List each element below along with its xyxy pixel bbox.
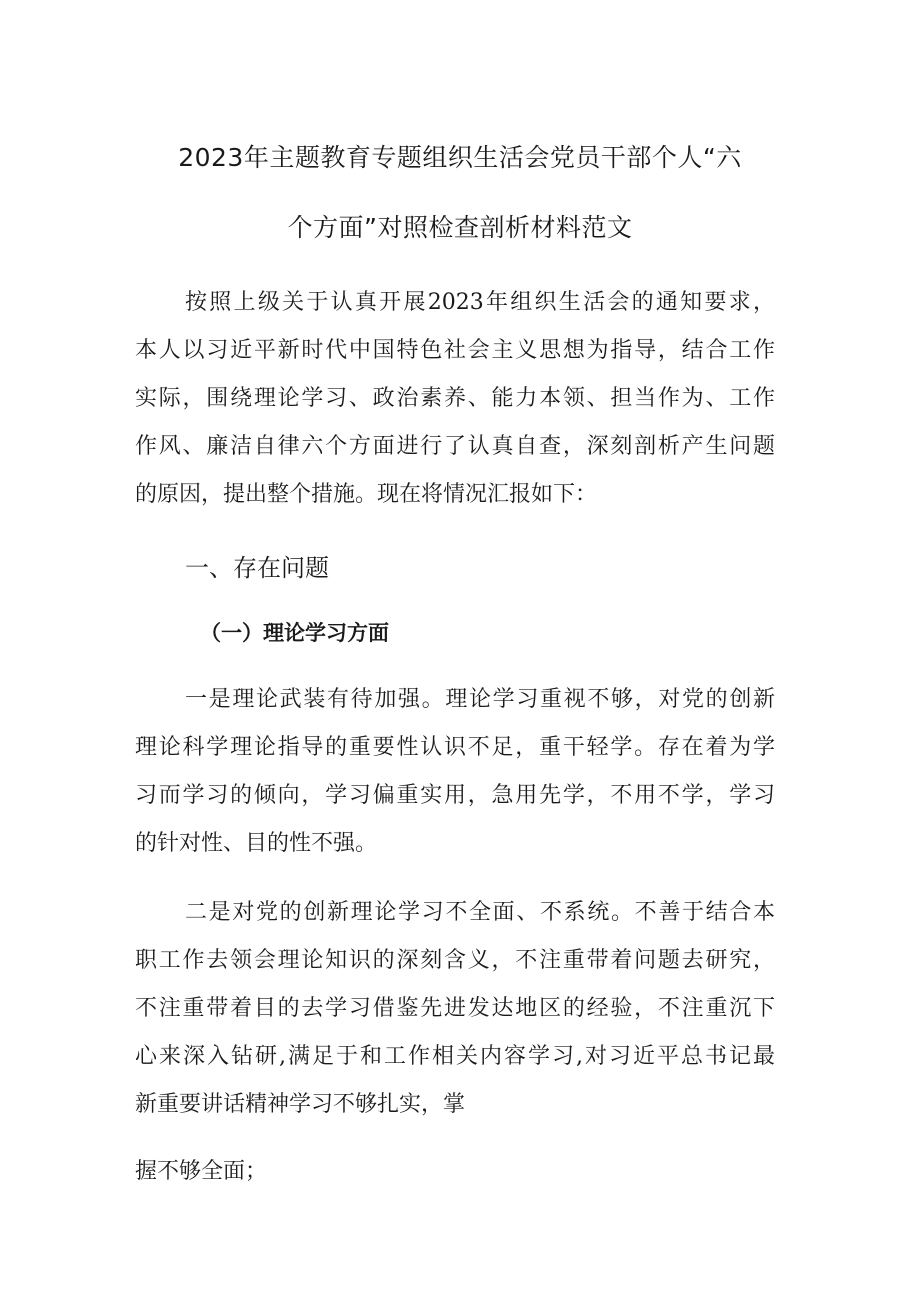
para2-line-1: 二是对党的创新理论学习不全面、不系统。不善于结合本 — [185, 900, 775, 925]
para2-line-5: 新重要讲话精神学习不够扎实，掌 — [135, 1092, 466, 1117]
intro-line-3: 实际，围绕理论学习、政治素养、能力本领、担当作为、工作 — [135, 386, 775, 411]
para2-line-4: 心来深入钻研,满足于和工作相关内容学习,对习近平总书记最 — [135, 1044, 775, 1069]
para1-line-4: 的针对性、目的性不强。 — [135, 831, 378, 856]
intro-line-2: 本人以习近平新时代中国特色社会主义思想为指导，结合工作 — [135, 338, 775, 363]
intro-line-1: 按照上级关于认真开展2023年组织生活会的通知要求， — [185, 290, 775, 315]
intro-line-5: 的原因，提出整个措施。现在将情况汇报如下： — [135, 482, 598, 507]
para2-line-3: 不注重带着目的去学习借鉴先进发达地区的经验，不注重沉下 — [135, 996, 775, 1021]
subsection-heading-theory-study: （一）理论学习方面 — [200, 621, 389, 645]
para1-line-2: 理论科学理论指导的重要性认识不足，重干轻学。存在着为学 — [135, 735, 775, 760]
trailing-line: 握不够全面； — [135, 1159, 268, 1184]
para2-line-2: 职工作去领会理论知识的深刻含义，不注重带着问题去研究， — [135, 948, 775, 973]
document-title-line-1: 2023年主题教育专题组织生活会党员干部个人“六 — [178, 143, 742, 172]
section-heading-problems: 一、存在问题 — [185, 554, 329, 582]
document-title-line-2: 个方面”对照检查剖析材料范文 — [287, 213, 633, 242]
para1-line-1: 一是理论武装有待加强。理论学习重视不够，对党的创新 — [185, 687, 775, 712]
intro-line-4: 作风、廉洁自律六个方面进行了认真自查，深刻剖析产生问题 — [135, 434, 775, 459]
para1-line-3: 习而学习的倾向，学习偏重实用，急用先学，不用不学，学习 — [135, 783, 775, 808]
